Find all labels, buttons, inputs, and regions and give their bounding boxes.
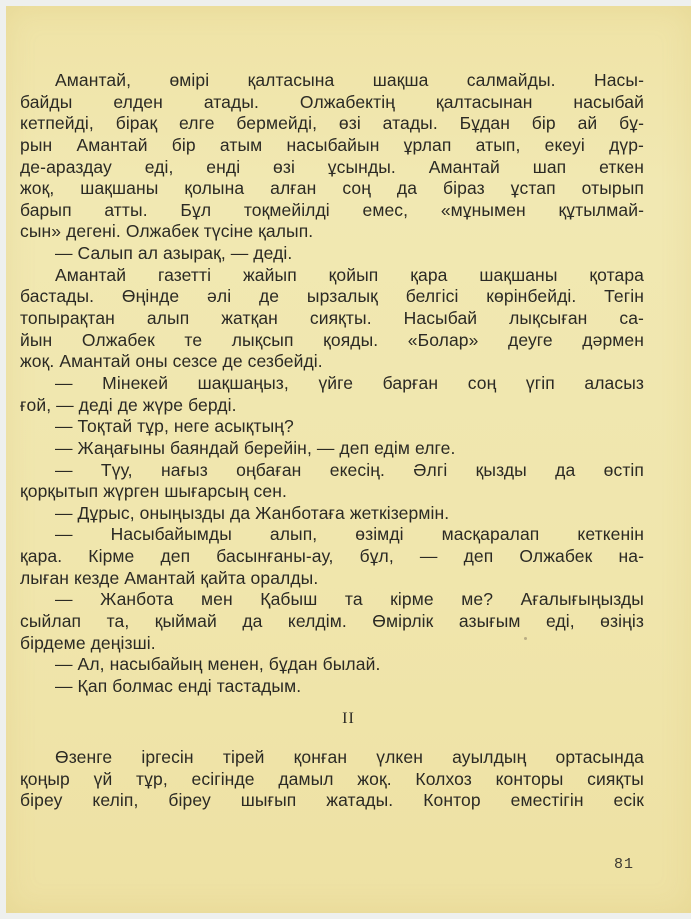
text-line: лыған кезде Амантай қайта оралды. — [20, 567, 319, 588]
text-line: жоқ, шақшаны қолына алған соң да біраз ұстап отырып — [20, 178, 644, 199]
text-line: барып атты. Бұл тоқмейілді емес, «мұнымен құтылмай- — [20, 199, 644, 220]
text-line: ғой, — деді де жүре берді. — [20, 394, 237, 415]
text-line: — Қап болмас енді тастадым. — [55, 675, 302, 696]
text-line: байды елден атады. Олжабектің қалтасынан насыбай — [20, 91, 644, 112]
text-line: йын Олжабек те лықсып қояды. «Болар» деуге дәрмен — [20, 329, 644, 350]
text-line: Амантай газетті жайып қойып қара шақшаны қотара — [55, 264, 644, 285]
section-1-text — [20, 70, 644, 698]
text-line: бірдеме деңізші. — [20, 632, 156, 653]
text-line: де-араздау еді, енді өзі ұсынды. Амантай шап еткен — [20, 156, 644, 177]
text-line: біреу келіп, біреу шығып жатады. Контор еместігін есік — [20, 790, 644, 811]
text-line: сын» дегені. Олжабек түсіне қалып. — [20, 221, 314, 242]
text-line: қорқытып жүрген шығарсың сен. — [20, 481, 287, 502]
text-line: — Ал, насыбайың менен, бұдан былай. — [55, 654, 381, 675]
text-line: — Тоқтай тұр, неге асықтың? — [55, 416, 294, 437]
text-line: топырақтан алып жатқан сияқты. Насыбай лықсыған са- — [20, 308, 644, 329]
text-line: — Жанбота мен Қабыш та кірме ме? Ағалығыңызды — [55, 589, 644, 610]
text-line: — Дұрыс, оныңызды да Жанботаға жеткізермін. — [55, 502, 450, 523]
text-line: қара. Кірме деп басынғаны-ау, бұл, — деп Олжабек на- — [20, 546, 644, 567]
book-page — [6, 6, 691, 913]
text-line: сыйлап та, қыймай да келдім. Өмірлік азығым еді, өзіңіз — [20, 611, 644, 632]
text-line: — Түу, нағыз оңбаған екесің. Әлгі қызды да өстіп — [55, 459, 644, 480]
text-line: кетпейді, бірақ елге бермейді, өзі атады. Бұдан бір ай бұ- — [20, 113, 644, 134]
section-2-text — [20, 747, 644, 812]
text-line: Өзенге іргесін тірей қонған үлкен ауылдың ортасында — [55, 747, 644, 767]
text-line: Амантай, өмірі қалтасына шақша салмайды. Насы- — [55, 70, 644, 90]
text-line: қоңыр үй тұр, есігінде дамыл жоқ. Колхоз конторы сияқты — [20, 768, 644, 789]
text-line: бастады. Өңінде әлі де ырзалық белгісі көрінбейді. Тегін — [20, 286, 644, 307]
page-number: 81 — [614, 856, 635, 873]
text-line: рын Амантай бір атым насыбайын ұрлап атып, екеуі дүр- — [20, 134, 644, 155]
text-line: — Жаңағыны баяндай берейін, — деп едім елге. — [55, 437, 456, 458]
section-number: II — [342, 710, 355, 727]
paper-speck — [524, 637, 527, 640]
text-line: жоқ. Амантай оны сезсе де сезбейді. — [20, 351, 323, 372]
text-line: — Насыбайымды алып, өзімді масқаралап кеткенін — [55, 524, 644, 545]
text-line: — Салып ал азырақ, — деді. — [55, 243, 293, 264]
text-line: — Мінекей шақшаңыз, үйге барған соң үгіп аласыз — [55, 372, 644, 393]
